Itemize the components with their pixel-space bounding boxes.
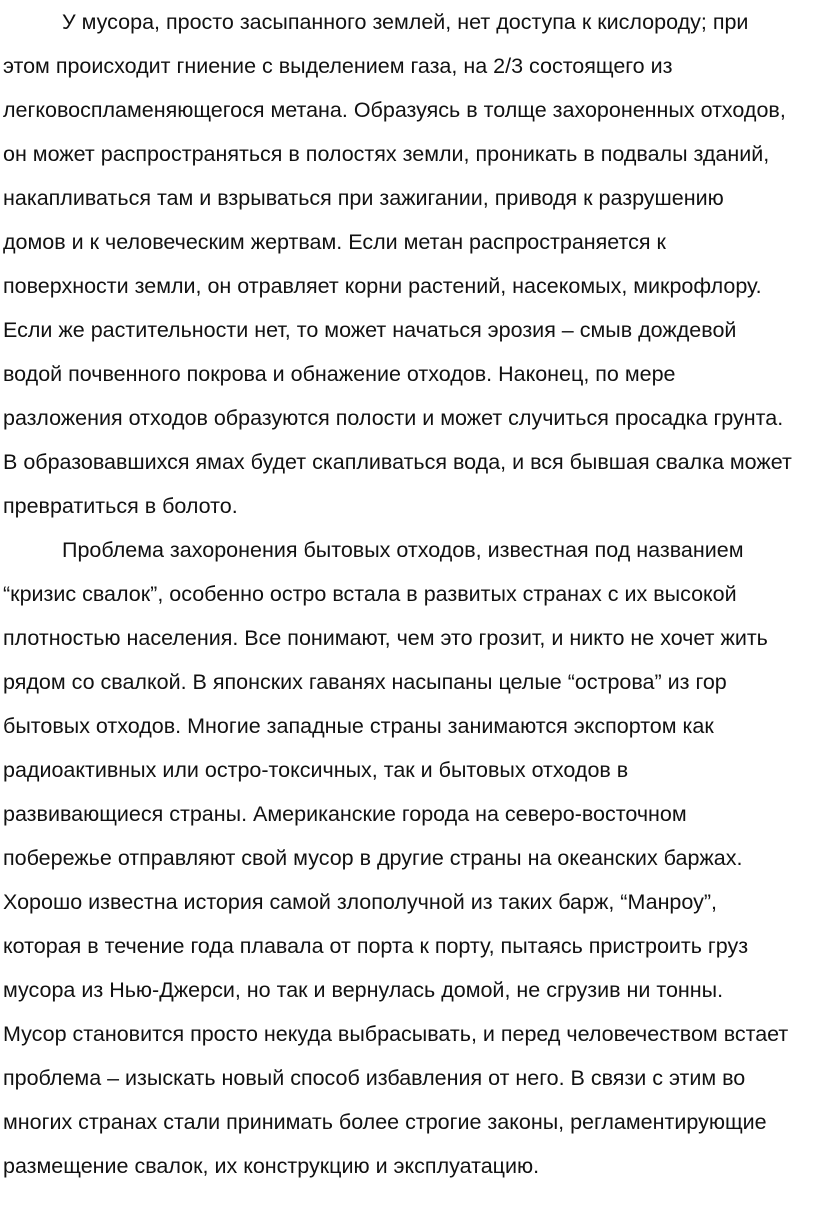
text-line: домов и к человеческим жертвам. Если метан распространяется к <box>3 230 666 254</box>
text-line: проблема – изыскать новый способ избавления от него. В связи с этим во <box>3 1066 746 1090</box>
text-line: накапливаться там и взрываться при зажигании, приводя к разрушению <box>3 186 724 210</box>
text-line: “кризис свалок”, особенно остро встала в развитых странах с их высокой <box>3 582 737 606</box>
text-line: побережье отправляют свой мусор в другие страны на океанских баржах. <box>3 846 743 870</box>
text-line: рядом со свалкой. В японских гаванях насыпаны целые “острова” из гор <box>3 670 727 694</box>
text-line: легковоспламеняющегося метана. Образуясь в толще захороненных отходов, <box>3 98 786 122</box>
text-line: Мусор становится просто некуда выбрасывать, и перед человечеством встает <box>3 1022 789 1046</box>
text-line: Проблема захоронения бытовых отходов, известная под названием <box>62 538 744 562</box>
text-line: Хорошо известна история самой злополучной из таких барж, “Манроу”, <box>3 890 717 914</box>
text-line: размещение свалок, их конструкцию и эксплуатацию. <box>3 1154 540 1178</box>
text-line: У мусора, просто засыпанного землей, нет доступа к кислороду; при <box>62 10 749 34</box>
text-line: плотностью населения. Все понимают, чем это грозит, и никто не хочет жить <box>3 626 768 650</box>
text-line: превратиться в болото. <box>3 494 238 518</box>
text-line: этом происходит гниение с выделением газа, на 2/3 состоящего из <box>3 54 673 78</box>
text-line: радиоактивных или остро-токсичных, так и бытовых отходов в <box>3 758 629 782</box>
text-line: водой почвенного покрова и обнажение отходов. Наконец, по мере <box>3 362 676 386</box>
text-line: которая в течение года плавала от порта к порту, пытаясь пристроить груз <box>3 934 749 958</box>
text-line: мусора из Нью-Джерси, но так и вернулась домой, не сгрузив ни тонны. <box>3 978 724 1002</box>
text-line: В образовавшихся ямах будет скапливаться вода, и вся бывшая свалка может <box>3 450 792 474</box>
text-line: развивающиеся страны. Американские города на северо-восточном <box>3 802 687 826</box>
text-line: поверхности земли, он отравляет корни растений, насекомых, микрофлору. <box>3 274 762 298</box>
text-line: он может распространяться в полостях земли, проникать в подвалы зданий, <box>3 142 770 166</box>
text-line: многих странах стали принимать более строгие законы, регламентирующие <box>3 1110 767 1134</box>
text-line: Если же растительности нет, то может начаться эрозия – смыв дождевой <box>3 318 737 342</box>
text-line: бытовых отходов. Многие западные страны занимаются экспортом как <box>3 714 714 738</box>
text-line: разложения отходов образуются полости и может случиться просадка грунта. <box>3 406 784 430</box>
